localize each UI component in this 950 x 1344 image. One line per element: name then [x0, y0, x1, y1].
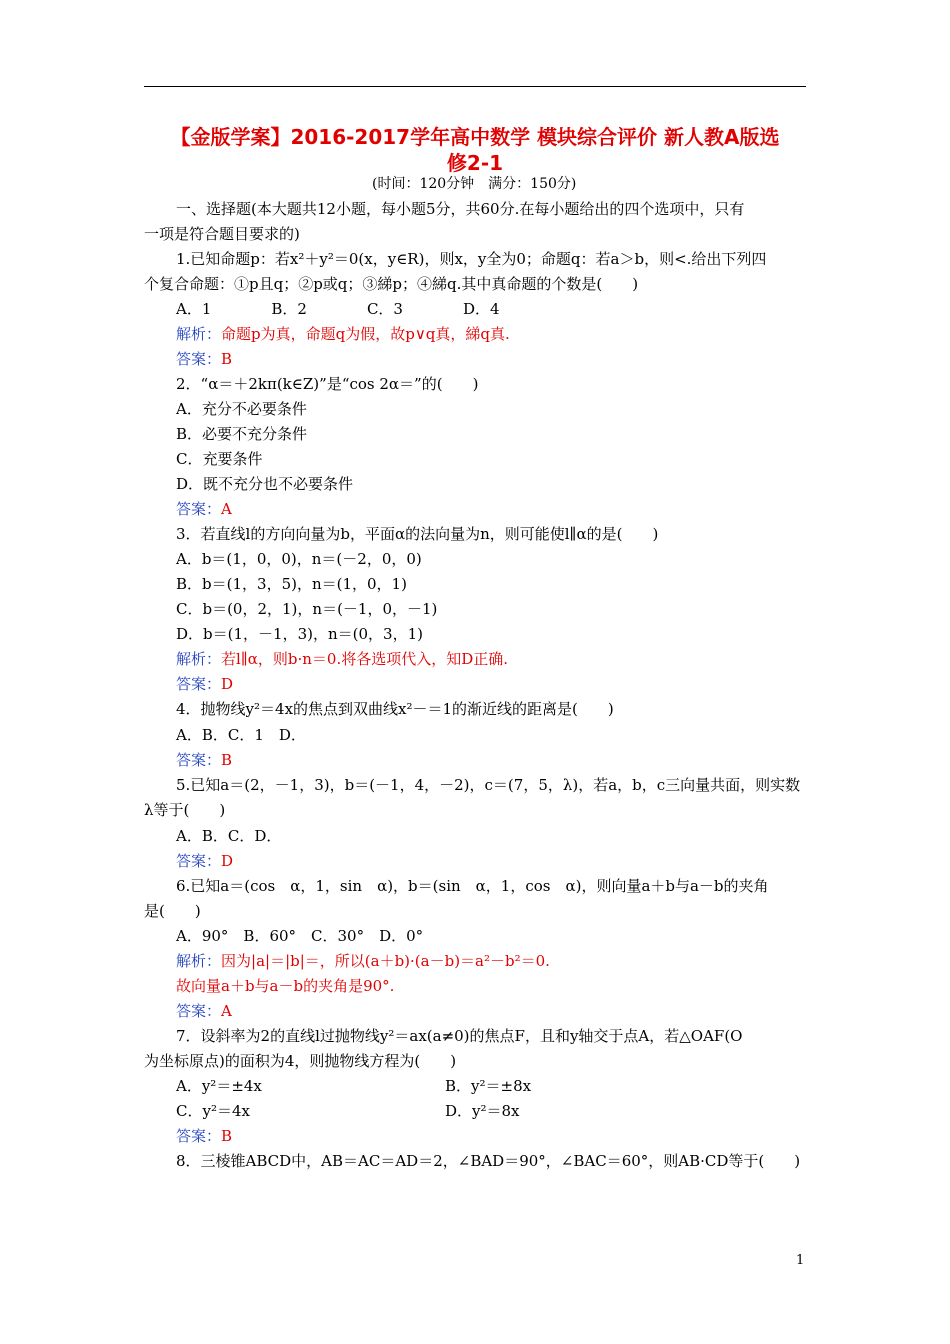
q1-stem-cont: 个复合命题：①p且q；②p或q；③綈p；④綈q.其中真命题的个数是( )	[144, 275, 639, 293]
analysis-text: 若l∥α，则b·n＝0.将各选项代入，知D正确.	[221, 650, 509, 668]
answer-value: B	[221, 1127, 233, 1145]
analysis-text: 命题p为真，命题q为假，故p∨q真，綈q真.	[221, 325, 510, 343]
analysis-label: 解析：	[176, 952, 222, 970]
q3-answer	[176, 674, 233, 694]
q4-stem: 4．抛物线y²＝4x的焦点到双曲线x²－＝1的渐近线的距离是( )	[176, 700, 614, 718]
q4-options: A．B．C．1 D．	[176, 726, 306, 744]
q3-option-b: B．b＝(1，3，5)，n＝(1，0，1)	[176, 575, 407, 593]
q5-options: A．B．C．D．	[176, 827, 282, 845]
answer-value: B	[221, 751, 233, 769]
header-rule	[144, 86, 806, 87]
answer-label: 答案：	[176, 675, 222, 693]
q7-option-b: B．y²＝±8x	[445, 1077, 532, 1095]
q7-option-d: D．y²＝8x	[445, 1102, 520, 1120]
answer-value: D	[221, 675, 234, 693]
answer-label: 答案：	[176, 751, 222, 769]
analysis-text: 因为|a|＝|b|＝，所以(a＋b)·(a－b)＝a²－b²＝0.	[221, 952, 550, 970]
q2-option-d: D．既不充分也不必要条件	[176, 475, 354, 493]
q7-option-c: C．y²＝4x	[176, 1102, 250, 1120]
q1-answer	[176, 349, 232, 369]
q2-answer	[176, 499, 232, 519]
answer-label: 答案：	[176, 500, 222, 518]
section-heading: 一、选择题(本大题共12小题，每小题5分，共60分.在每小题给出的四个选项中，只有	[176, 200, 745, 218]
q5-stem-cont: λ等于( )	[144, 801, 226, 819]
q1-stem: 1.已知命题p：若x²＋y²＝0(x，y∈R)，则x，y全为0；命题q：若a＞b，则<.给出下列四	[176, 250, 767, 268]
answer-label: 答案：	[176, 852, 222, 870]
q2-option-b: B．必要不充分条件	[176, 425, 308, 443]
section-heading-cont: 一项是符合题目要求的)	[144, 225, 300, 243]
q6-stem: 6.已知a＝(cos α，1，sin α)，b＝(sin α，1，cos α)，则向量a＋b与a－b的夹角	[176, 877, 769, 895]
answer-label: 答案：	[176, 1127, 222, 1145]
q4-answer	[176, 750, 232, 770]
q6-stem-cont: 是( )	[144, 902, 201, 920]
q3-stem: 3．若直线l的方向向量为b，平面α的法向量为n，则可能使l∥α的是( )	[176, 525, 659, 543]
answer-value: B	[221, 350, 233, 368]
q1-options: A．1 B．2 C．3 D．4	[176, 300, 500, 318]
q3-option-d: D．b＝(1，－1，3)，n＝(0，3，1)	[176, 625, 423, 643]
q7-answer	[176, 1126, 232, 1146]
q3-option-a: A．b＝(1，0，0)，n＝(－2，0，0)	[176, 550, 422, 568]
answer-label: 答案：	[176, 1002, 222, 1020]
answer-value: D	[221, 852, 234, 870]
q6-analysis-cont: 故向量a＋b与a－b的夹角是90°.	[176, 977, 395, 995]
q7-stem-cont: 为坐标原点)的面积为4，则抛物线方程为( )	[144, 1052, 457, 1070]
exam-meta: (时间：120分钟 满分：150分)	[372, 176, 577, 192]
q2-option-a: A．充分不必要条件	[176, 400, 307, 418]
answer-label: 答案：	[176, 350, 222, 368]
q7-option-a: A．y²＝±4x	[176, 1077, 262, 1095]
page-number: 1	[796, 1253, 805, 1268]
q2-option-c: C．充要条件	[176, 450, 263, 468]
answer-value: A	[221, 1002, 232, 1020]
q6-options: A．90° B．60° C．30° D．0°	[176, 927, 424, 945]
analysis-label: 解析：	[176, 325, 222, 343]
q5-answer	[176, 851, 233, 871]
analysis-label: 解析：	[176, 650, 222, 668]
doc-title-line1: 【金版学案】2016-2017学年高中数学 模块综合评价 新人教A版选	[170, 125, 780, 149]
q3-analysis	[176, 649, 508, 669]
q1-analysis	[176, 324, 510, 344]
q2-stem: 2．“α＝＋2kπ(k∈Z)”是“cos 2α＝”的( )	[176, 375, 479, 393]
q6-answer	[176, 1001, 232, 1021]
doc-title-line2: 修2-1	[446, 151, 504, 175]
q5-stem: 5.已知a＝(2，－1，3)，b＝(－1，4，－2)，c＝(7，5，λ)，若a，b，c三向量共面，则实数	[176, 776, 801, 794]
q3-option-c: C．b＝(0，2，1)，n＝(－1，0，－1)	[176, 600, 438, 618]
q8-stem: 8．三棱锥ABCD中，AB＝AC＝AD＝2，∠BAD＝90°，∠BAC＝60°，则AB·CD等于( )	[176, 1152, 801, 1170]
q7-stem: 7．设斜率为2的直线l过抛物线y²＝ax(a≠0)的焦点F，且和y轴交于点A，若△OAF(O	[176, 1027, 743, 1045]
q6-analysis	[176, 951, 550, 971]
answer-value: A	[221, 500, 232, 518]
